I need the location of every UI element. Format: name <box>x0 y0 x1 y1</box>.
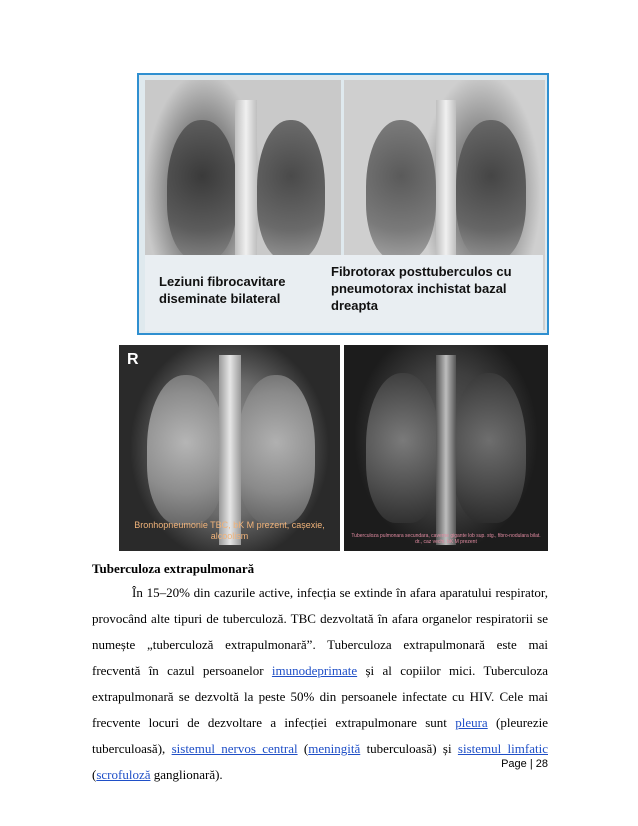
xray-image-secondary-tb <box>344 345 548 551</box>
caption-secondary-tb: Tuberculoza pulmonara secundara, caverne gigante lob sup. stg., fibro-nodulara bilat. dr., caz vechi, bK M prezent <box>351 533 541 545</box>
right-lung-shadow <box>456 120 526 260</box>
body-paragraph <box>92 580 548 788</box>
right-lung-shadow <box>452 373 526 523</box>
side-marker: R <box>127 351 139 368</box>
caption-right: Fibrotorax posttuberculos cu pneumotorax inchistat bazal dreapta <box>331 264 512 313</box>
link-sistemul-nervos-central[interactable]: sistemul nervos central <box>171 741 298 756</box>
section-heading: Tuberculoza extrapulmonară <box>92 561 255 576</box>
paragraph-text: ganglionară). <box>150 767 223 782</box>
left-lung-shadow <box>167 120 237 260</box>
link-sistemul-limfatic[interactable]: sistemul limfatic <box>457 741 548 756</box>
paragraph-text: În 15–20% din cazurile active, infecția se extinde în afara aparatului respirator, provocând alte tipuri de tuberculoză. TBC dezvoltată în afara organelor respiratorii se numește „tuberculoză extrapulmonară”. Tuberculoza extrapulmonară este mai frecventă în cazul persoanelor <box>92 585 548 678</box>
xray-image-bronchopneumonia <box>119 345 340 551</box>
left-lung-shadow <box>147 375 225 525</box>
link-scrofuloza[interactable]: scrofuloză <box>96 767 151 782</box>
page-number: Page | 28 <box>501 758 548 770</box>
paragraph-text: tuberculoasă) și <box>360 741 458 756</box>
link-pleura[interactable]: pleura <box>455 715 488 730</box>
link-imunodeprimate[interactable]: imunodeprimate <box>271 663 358 678</box>
paragraph-text: și al copiilor mici. Tuberculoza extrapulmonară se dezvoltă la peste 50% din persoanele infectate cu HIV. Cele mai frecvente locuri de dezvoltare a infecției extrapulmonare sunt <box>92 663 548 730</box>
left-lung-shadow <box>366 373 440 523</box>
caption-left: Leziuni fibrocavitare diseminate bilateral <box>159 274 286 306</box>
mediastinum <box>436 100 456 270</box>
right-lung-shadow <box>237 375 315 525</box>
paragraph-text: ( <box>297 741 309 756</box>
mediastinum <box>235 100 257 270</box>
left-lung-shadow <box>366 120 436 260</box>
link-meningita[interactable]: meningită <box>308 741 361 756</box>
right-lung-shadow <box>257 120 325 260</box>
mediastinum <box>219 355 241 545</box>
paragraph-text: ( <box>92 767 97 782</box>
mediastinum <box>436 355 456 545</box>
paragraph-text: (pleurezie tuberculoasă), <box>92 715 548 756</box>
xray-figure-top <box>137 73 549 335</box>
caption-bronchopneumonia: Bronhopneumonie TBC, bK M prezent, cașexie, alcoolism <box>134 520 325 541</box>
